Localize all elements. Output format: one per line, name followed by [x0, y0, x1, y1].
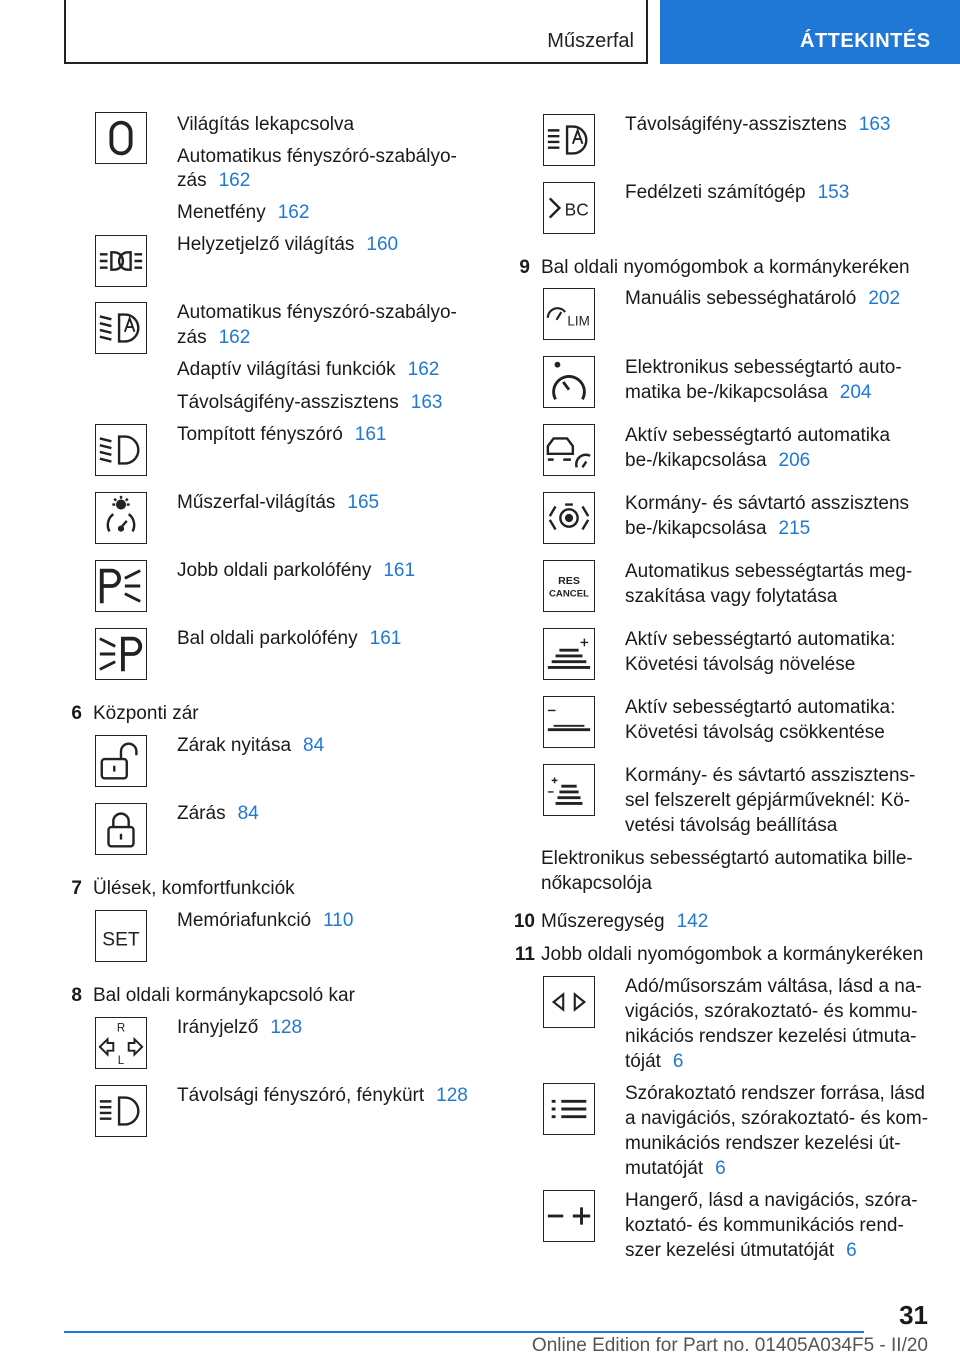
page-ref-link[interactable]: 165: [347, 492, 380, 513]
page-ref-link[interactable]: 142: [676, 911, 709, 932]
acc-text: Aktív sebességtartó automatika: [625, 425, 891, 446]
auto-headlight-2-text: Automatikus fényszóró-szabályo-: [177, 302, 457, 323]
page-ref-link[interactable]: 6: [672, 1051, 684, 1072]
page-ref-link[interactable]: 6: [715, 1158, 726, 1179]
page-ref-link[interactable]: 162: [218, 327, 251, 348]
resume-cancel-text: Automatikus sebességtartás meg-: [625, 561, 913, 582]
section-number: 10: [513, 911, 535, 932]
auto-headlight-text: Automatikus fényszóró-szabályo-: [177, 146, 457, 167]
section-number: 9: [519, 257, 530, 278]
section-number: 6: [71, 703, 82, 724]
header-section-box: [64, 0, 648, 64]
station-switch-icon: [543, 976, 595, 1028]
lane-assist-text-cont: be-/kikapcsolása: [625, 518, 767, 539]
page-ref-link[interactable]: 206: [778, 450, 811, 471]
cruise-control-text-cont: matika be-/kikapcsolása: [625, 382, 828, 403]
volume-icon: [543, 1190, 595, 1242]
high-beam-icon: [95, 1085, 147, 1137]
station-switch-text-cont3: tóját: [625, 1051, 661, 1072]
res-cancel-icon: [543, 560, 595, 612]
turn-signal-text: Irányjelző: [177, 1017, 259, 1038]
instrument-lighting-text: Műszerfal-világítás: [177, 492, 336, 513]
page-ref-link[interactable]: 204: [839, 382, 872, 403]
page-ref-link[interactable]: 163: [858, 114, 891, 135]
high-beam-assist-text: Távolságifény-asszisztens: [177, 392, 399, 413]
page-ref-link[interactable]: 110: [323, 910, 354, 931]
distance-decrease-text-cont: Követési távolság csökkentése: [625, 722, 885, 743]
board-computer-text: Fedélzeti számítógép: [625, 182, 806, 203]
high-beam-text: Távolsági fényszóró, fénykürt: [177, 1085, 425, 1106]
board-computer-icon: [543, 182, 595, 234]
distance-increase-text-cont: Követési távolság növelése: [625, 654, 856, 675]
page-ref-link[interactable]: 162: [407, 359, 440, 380]
resume-cancel-text-cont: szakítása vagy folytatása: [625, 586, 838, 607]
volume-text: Hangerő, lásd a navigációs, szóra-: [625, 1190, 918, 1211]
right-parking-light-icon: [95, 560, 147, 612]
page-ref-link[interactable]: 84: [237, 803, 259, 824]
light-switch-zero-icon: [95, 112, 147, 164]
unlock-icon: [95, 735, 147, 787]
station-switch-text-cont2: nikációs rendszer kezelési útmuta-: [625, 1026, 917, 1047]
station-switch-text-cont: vigációs, szórakoztató- és kommu-: [625, 1001, 918, 1022]
speed-limiter-icon: [543, 288, 595, 340]
page-ref-link[interactable]: 6: [846, 1240, 857, 1261]
high-beam-assist-text: Távolságifény-asszisztens: [625, 114, 847, 135]
memory-function-text: Memóriafunkció: [177, 910, 312, 931]
section-title: Központi zár: [93, 703, 199, 724]
auto-headlight-2-text-cont: zás: [177, 327, 207, 348]
section-title: Műszeregység: [541, 911, 665, 932]
rocker-switch-text-cont: nőkapcsolója: [541, 873, 652, 894]
bc-icon-label: BC: [564, 199, 589, 220]
section-title: Jobb oldali nyomógombok a kormánykeréken: [541, 944, 924, 965]
page-ref-link[interactable]: 128: [436, 1085, 468, 1106]
lane-assist-text: Kormány- és sávtartó asszisztens: [625, 493, 910, 514]
page-ref-link[interactable]: 84: [303, 735, 325, 756]
header-chapter: ÁTTEKINTÉS: [800, 30, 931, 52]
distance-adjust-icon: [543, 764, 595, 816]
source-text: Szórakoztató rendszer forrása, lásd: [625, 1083, 925, 1104]
running-light-text: Menetfény: [177, 202, 266, 223]
cancel-icon-label: CANCEL: [548, 588, 590, 600]
page-ref-link[interactable]: 202: [868, 288, 901, 309]
source-text-cont: a navigációs, szórakoztató- és kom-: [625, 1108, 929, 1129]
turn-icon-l-label: L: [117, 1055, 125, 1068]
set-icon-label: SET: [102, 929, 140, 951]
turn-signal-icon: [95, 1017, 147, 1069]
left-parking-light-icon: [95, 628, 147, 680]
footer-text: Online Edition for Part no. 01405A034F5 - II/20: [531, 1335, 928, 1356]
station-switch-text: Adó/műsorszám váltása, lásd a na-: [625, 976, 922, 997]
volume-text-cont2: szer kezelési útmutatóját: [625, 1240, 835, 1261]
distance-decrease-text: Aktív sebességtartó automatika:: [625, 697, 896, 718]
page-ref-link[interactable]: 153: [817, 182, 850, 203]
distance-decrease-icon: [543, 696, 595, 748]
distance-adjust-text-cont: sel felszerelt gépjárműveknél: Kö-: [625, 790, 911, 811]
parking-light-text: Helyzetjelző világítás: [177, 234, 355, 255]
header-section: Műszerfal: [547, 30, 634, 52]
section-title: Bal oldali kormánykapcsoló kar: [93, 985, 355, 1006]
left-parking-light-text: Bal oldali parkolófény: [177, 628, 358, 649]
distance-adjust-text-cont2: vetési távolság beállítása: [625, 815, 838, 836]
page-ref-link[interactable]: 215: [778, 518, 811, 539]
active-cruise-control-icon: [543, 424, 595, 476]
lock-icon: [95, 803, 147, 855]
auto-headlight-text-cont: zás: [177, 170, 207, 191]
lock-text: Zárás: [177, 803, 226, 824]
section-number: 7: [71, 878, 82, 899]
page-ref-link[interactable]: 163: [410, 392, 443, 413]
distance-increase-icon: [543, 628, 595, 680]
entertainment-source-icon: [543, 1083, 595, 1135]
page-ref-link[interactable]: 161: [369, 628, 402, 649]
acc-text-cont: be-/kikapcsolása: [625, 450, 767, 471]
adaptive-light-text: Adaptív világítási funkciók: [177, 359, 396, 380]
source-text-cont2: munikációs rendszer kezelési út-: [625, 1133, 901, 1154]
distance-increase-text: Aktív sebességtartó automatika:: [625, 629, 896, 650]
parking-light-icon: [95, 235, 147, 287]
source-text-cont3: mutatóját: [625, 1158, 704, 1179]
section-title: Bal oldali nyomógombok a kormánykeréken: [541, 257, 910, 278]
low-beam-icon: [95, 424, 147, 476]
page-ref-link[interactable]: 161: [354, 424, 387, 445]
turn-icon-r-label: R: [116, 1022, 126, 1035]
lim-icon-label: LIM: [567, 313, 590, 329]
lane-assist-icon: [543, 492, 595, 544]
right-parking-light-text: Jobb oldali parkolófény: [177, 560, 372, 581]
volume-text-cont: koztató- és kommunikációs rend-: [625, 1215, 904, 1236]
section-title: Ülések, komfortfunkciók: [93, 878, 295, 899]
footer-rule: [64, 1331, 864, 1333]
page-ref-link[interactable]: 160: [366, 234, 399, 255]
high-beam-assist-icon: [543, 114, 595, 166]
lights-off-text: Világítás lekapcsolva: [177, 114, 355, 135]
page-ref-link[interactable]: 161: [383, 560, 416, 581]
section-number: 8: [71, 985, 82, 1006]
low-beam-text: Tompított fényszóró: [177, 424, 343, 445]
page-number: 31: [899, 1300, 928, 1330]
page-ref-link[interactable]: 128: [270, 1017, 303, 1038]
distance-adjust-text: Kormány- és sávtartó asszisztens-: [625, 765, 916, 786]
page-ref-link[interactable]: 162: [218, 170, 251, 191]
header-chapter-tab: [660, 0, 960, 64]
set-memory-icon: [95, 910, 147, 962]
instrument-lighting-icon: [95, 492, 147, 544]
unlock-text: Zárak nyitása: [177, 735, 292, 756]
res-icon-label: RES: [558, 575, 580, 588]
section-number: 11: [514, 944, 535, 965]
auto-headlight-a-icon: [95, 302, 147, 354]
speed-limiter-text: Manuális sebességhatároló: [625, 288, 857, 309]
rocker-switch-text: Elektronikus sebességtartó automatika bille-: [541, 848, 913, 869]
cruise-control-text: Elektronikus sebességtartó auto-: [625, 357, 902, 378]
page-ref-link[interactable]: 162: [277, 202, 310, 223]
cruise-control-icon: [543, 356, 595, 408]
